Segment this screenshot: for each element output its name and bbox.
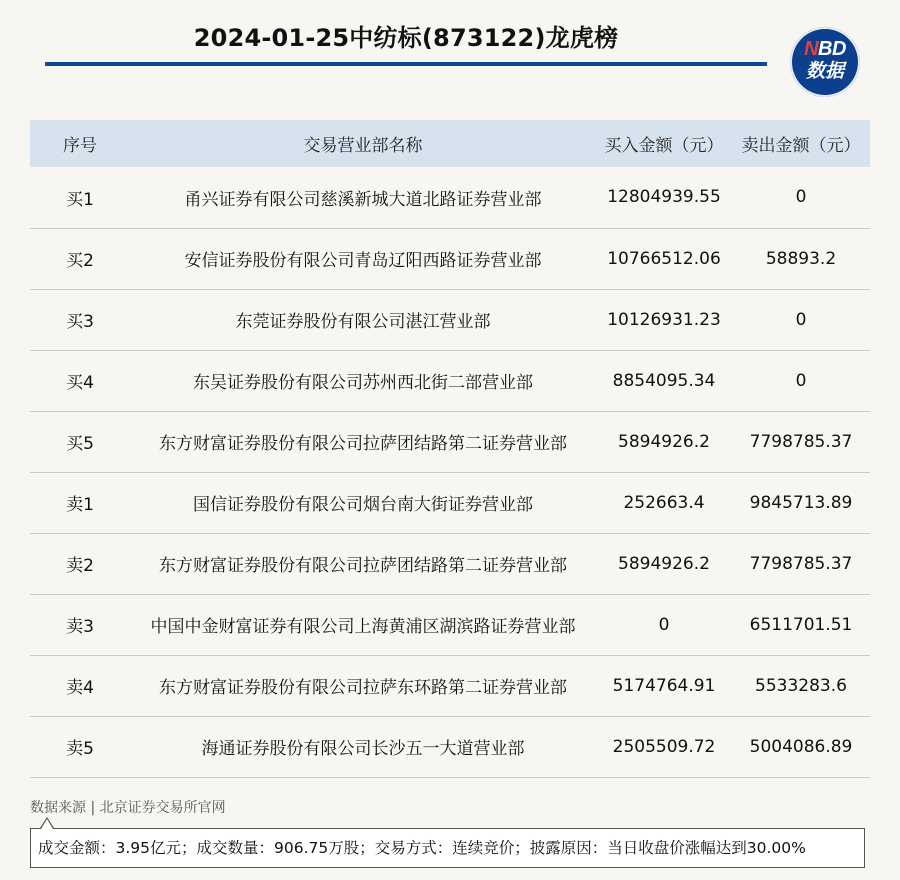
cell-buy-amount: 0 [658, 614, 670, 635]
cell-broker-name: 东吴证券股份有限公司苏州西北街二部营业部 [193, 373, 533, 393]
logo-wordmark [790, 39, 860, 59]
cell-seq: 买5 [66, 434, 94, 454]
table-row [30, 533, 870, 594]
cell-buy-amount: 10126931.23 [607, 309, 721, 330]
header-sell-amount: 卖出金额（元） [741, 136, 861, 156]
cell-seq: 买2 [66, 251, 94, 271]
cell-buy-amount: 2505509.72 [612, 736, 716, 757]
header-buy-amount: 买入金额（元） [604, 136, 724, 156]
cell-buy-amount: 252663.4 [623, 492, 705, 513]
cell-sell-amount: 6511701.51 [749, 614, 853, 635]
cell-seq: 卖4 [66, 678, 94, 698]
table-row [30, 228, 870, 289]
page-title: 2024-01-25中纺标(873122)龙虎榜 [193, 24, 619, 52]
cell-sell-amount: 58893.2 [765, 248, 837, 269]
header-seq: 序号 [63, 136, 97, 156]
cell-sell-amount: 5533283.6 [755, 675, 847, 696]
cell-buy-amount: 10766512.06 [607, 248, 721, 269]
cell-broker-name: 甬兴证券有限公司慈溪新城大道北路证券营业部 [184, 189, 542, 210]
cell-sell-amount: 7798785.37 [749, 553, 853, 574]
cell-sell-amount: 5004086.89 [749, 736, 853, 757]
cell-buy-amount: 8854095.34 [612, 370, 716, 391]
cell-broker-name: 国信证券股份有限公司烟台南大街证券营业部 [193, 495, 533, 515]
table-row [30, 167, 870, 228]
cell-buy-amount: 5894926.2 [618, 431, 710, 452]
callout-pointer-fill [41, 819, 53, 829]
data-source-caption: 数据来源 | 北京证券交易所官网 [30, 800, 226, 816]
table-row [30, 350, 870, 411]
cell-broker-name: 海通证券股份有限公司长沙五一大道营业部 [201, 739, 525, 759]
table-row [30, 716, 870, 777]
table-row [30, 594, 870, 655]
cell-seq: 卖1 [66, 495, 94, 515]
table-row [30, 289, 870, 350]
cell-broker-name: 东莞证券股份有限公司湛江营业部 [235, 312, 491, 332]
cell-seq: 卖3 [66, 617, 94, 637]
cell-broker-name: 中国中金财富证券有限公司上海黄浦区湖滨路证券营业部 [150, 617, 576, 637]
cell-seq: 卖5 [66, 739, 94, 759]
cell-seq: 卖2 [66, 556, 94, 576]
table-row [30, 472, 870, 533]
cell-buy-amount: 5894926.2 [618, 553, 710, 574]
trade-summary-note: 成交金额：3.95亿元；成交数量：906.75万股；交易方式：连续竞价；披露原因：当日收盘价涨幅达到30.00% [30, 828, 865, 868]
logo-letter-n: N [804, 38, 819, 60]
cell-broker-name: 东方财富证券股份有限公司拉萨团结路第二证券营业部 [159, 556, 567, 576]
table-row [30, 655, 870, 716]
cell-buy-amount: 12804939.55 [607, 187, 721, 208]
cell-sell-amount: 0 [795, 309, 807, 330]
table-row [30, 411, 870, 472]
nbd-logo [790, 27, 860, 97]
logo-letters-bd: BD [818, 38, 846, 60]
cell-sell-amount: 7798785.37 [749, 431, 853, 452]
logo-subtitle: 数据 [805, 60, 844, 82]
cell-broker-name: 东方财富证券股份有限公司拉萨团结路第二证券营业部 [159, 434, 567, 454]
cell-seq: 买1 [66, 189, 94, 210]
cell-buy-amount: 5174764.91 [612, 675, 716, 696]
cell-sell-amount: 9845713.89 [749, 492, 853, 513]
cell-seq: 买3 [66, 312, 94, 332]
title-divider [45, 62, 767, 66]
table-header-row [30, 120, 870, 167]
cell-broker-name: 安信证券股份有限公司青岛辽阳西路证券营业部 [184, 251, 542, 271]
dragon-tiger-table [30, 120, 870, 778]
header-broker-name: 交易营业部名称 [303, 136, 423, 156]
cell-sell-amount: 0 [795, 187, 807, 208]
cell-broker-name: 东方财富证券股份有限公司拉萨东环路第二证券营业部 [159, 678, 567, 698]
cell-seq: 买4 [66, 373, 94, 393]
cell-sell-amount: 0 [795, 370, 807, 391]
